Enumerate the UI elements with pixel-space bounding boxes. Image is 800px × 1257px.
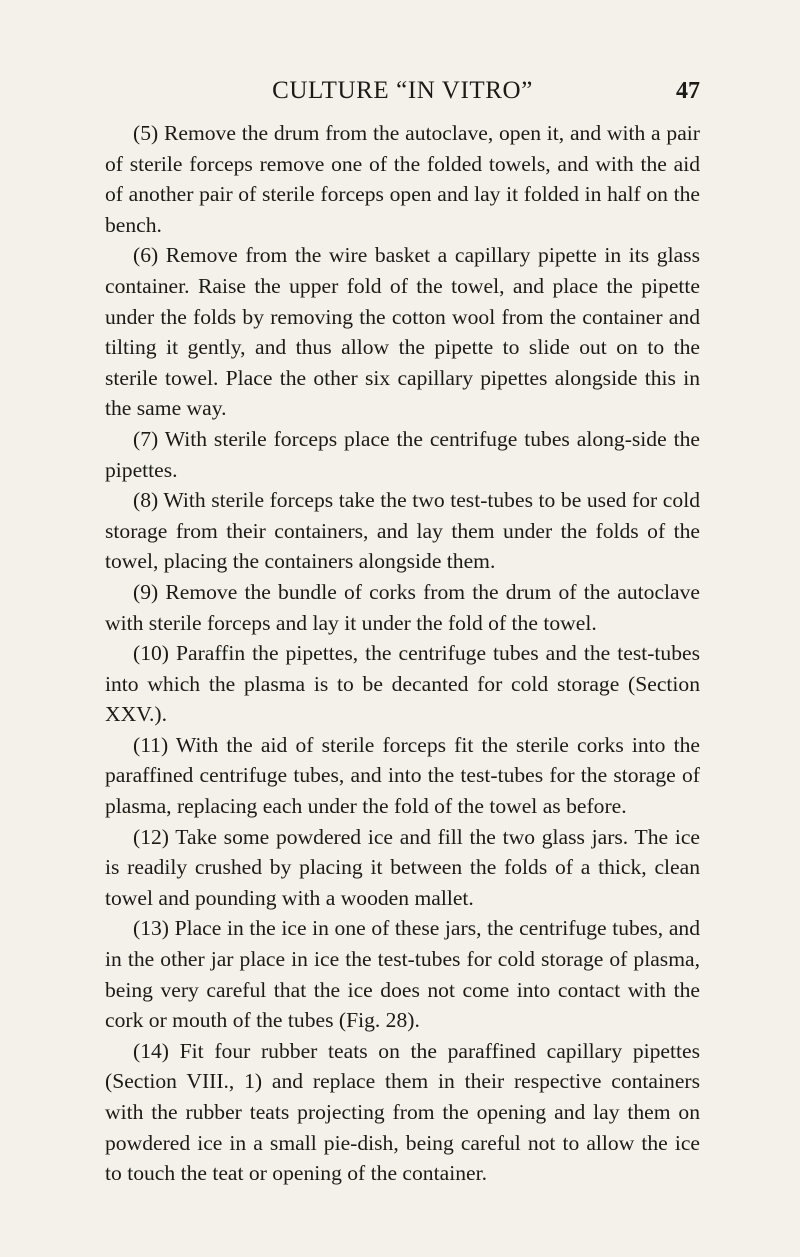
paragraph-step-11: (11) With the aid of sterile forceps fit the sterile corks into the paraffined centrifuge tubes, and into the test-tubes for the storage of plasma, replacing each under the fold of the towel as before. [105,732,700,819]
page-number: 47 [676,78,700,104]
paragraph-step-13: (13) Place in the ice in one of these jars, the centrifuge tubes, and in the other jar place in ice the test-tubes for cold storage of plasma, being very careful that the ice does not come into contact with the cork or mouth of the tubes (Fig. 28). [105,916,700,1033]
paragraph-step-7: (7) With sterile forceps place the centrifuge tubes along-side the pipettes. [105,426,700,482]
paragraph-step-12: (12) Take some powdered ice and fill the two glass jars. The ice is readily crushed by placing it between the folds of a thick, clean towel and pounding with a wooden mallet. [105,824,700,910]
paragraph-step-14: (14) Fit four rubber teats on the paraffined capillary pipettes (Section VIII., 1) and replace them in their respective containers with the rubber teats projecting from the opening and lay them on powdered ice in a small pie-dish, being careful not to allow the ice to touch the teat or opening of the container. [105,1038,700,1186]
running-head [105,74,700,108]
paragraph-step-9: (9) Remove the bundle of corks from the drum of the autoclave with sterile forceps and lay it under the fold of the towel. [105,579,700,635]
paragraph-step-10: (10) Paraffin the pipettes, the centrifuge tubes and the test-tubes into which the plasma is to be decanted for cold storage (Section XXV.). [105,641,700,727]
paragraph-step-8: (8) With sterile forceps take the two test-tubes to be used for cold storage from their containers, and lay them under the folds of the towel, placing the containers alongside them. [105,488,700,574]
chapter-title: CULTURE “IN VITRO” [272,77,533,104]
paragraph-step-6: (6) Remove from the wire basket a capillary pipette in its glass container. Raise the upper fold of the towel, and place the pipette under the folds by removing the cotton wool from the container and tilting it gently, and thus allow the pipette to slide out on to the sterile towel. Place the other six capillary pipettes alongside this in the same way. [105,243,700,421]
paragraph-step-5: (5) Remove the drum from the autoclave, open it, and with a pair of sterile forceps remove one of the folded towels, and with the aid of another pair of sterile forceps open and lay it folded in half on the bench. [105,121,700,237]
body-text [105,118,700,1189]
